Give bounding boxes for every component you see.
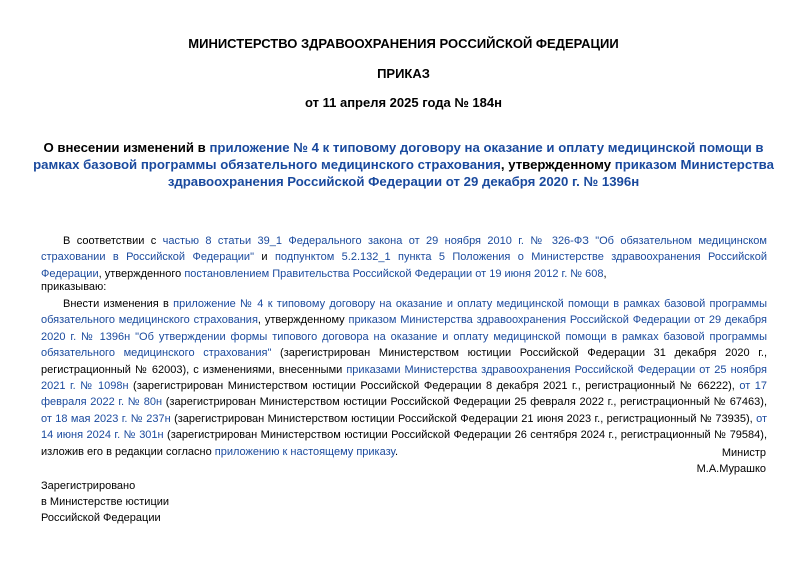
- preamble-link-subclause[interactable]: подпунктом 5.2.132_1 пункта 5 Положения о Министерстве здравоохранения Российской Федерации: [41, 251, 767, 280]
- signature-name: М.А.Мурашко: [696, 463, 766, 475]
- registration-line-2: в Министерстве юстиции: [41, 496, 170, 508]
- ministry-heading: МИНИСТЕРСТВО ЗДРАВООХРАНЕНИЯ РОССИЙСКОЙ ФЕДЕРАЦИИ: [188, 36, 619, 51]
- body-link-order-1396n[interactable]: приказом Министерства здравоохранения Российской Федерации от 29 декабря 2020 г. № 1396н "Об утверждении формы типового договора на оказание и оплату медицинской помощи в рамках базовой программы обязательного медицинского страхования": [41, 314, 767, 360]
- preamble-paragraph: [41, 233, 767, 282]
- body-text-3: (зарегистрирован Министерством юстиции Российской Федерации 31 декабря 2020 г., регистрационный № 62003), с изменениями, внесенными: [41, 347, 767, 376]
- order-word: приказываю:: [41, 281, 107, 293]
- body-link-annex[interactable]: приложению к настоящему приказу: [214, 445, 395, 458]
- body-text-7: (зарегистрирован Министерством юстиции Российской Федерации 26 сентября 2024 г., регистрационный № 79584), изложив его в редакции согласно: [41, 429, 767, 458]
- body-link-order-80n[interactable]: от 17 февраля 2022 г. № 80н: [41, 380, 767, 409]
- body-text-1: Внести изменения в: [63, 298, 174, 310]
- body-link-order-1098n[interactable]: приказами Министерства здравоохранения Российской Федерации от 25 ноября 2021 г. № 1098н: [41, 363, 767, 393]
- preamble-link-law[interactable]: частью 8 статьи 39_1 Федерального закона от 29 ноября 2010 г. № 326-ФЗ "Об обязательном медицинском страховании в Российской Федерации": [41, 235, 767, 264]
- body-text-6: (зарегистрирован Министерством юстиции Российской Федерации 21 июня 2023 г., регистрационный № 73935),: [170, 412, 757, 425]
- body-link-order-237n[interactable]: от 18 мая 2023 г. № 237н: [41, 412, 171, 425]
- body-text-8: .: [394, 445, 398, 458]
- registration-line-3: Российской Федерации: [41, 512, 161, 524]
- preamble-link-resolution[interactable]: постановлением Правительства Российской Федерации от 19 июня 2012 г. № 608: [184, 267, 604, 280]
- preamble-text-3: , утвержденного: [98, 267, 185, 280]
- registration-line-1: Зарегистрировано: [41, 480, 136, 492]
- body-paragraph: [41, 296, 767, 460]
- signature-position: Министр: [721, 447, 766, 459]
- body-text-4: (зарегистрирован Министерством юстиции Российской Федерации 8 декабря 2021 г., регистрационный № 66222),: [128, 380, 740, 393]
- title-link-appendix[interactable]: приложение № 4 к типовому договору на оказание и оплату медицинской помощи в рамках базовой программы обязательного медицинского страхования: [33, 140, 764, 172]
- doc-date-number: от 11 апреля 2025 года № 184н: [305, 95, 502, 110]
- document-title: [30, 139, 777, 190]
- body-link-appendix[interactable]: приложение № 4 к типовому договору на оказание и оплату медицинской помощи в рамках базовой программы обязательного медицинского страхования: [41, 298, 767, 327]
- title-text-2: , утвержденному: [500, 157, 615, 172]
- body-link-order-301n[interactable]: от 14 июня 2024 г. № 301н: [41, 412, 767, 442]
- preamble-text-4: ,: [603, 267, 607, 280]
- body-text-2: , утвержденному: [257, 314, 349, 327]
- doc-type: ПРИКАЗ: [377, 66, 430, 81]
- preamble-text-2: и: [253, 251, 275, 264]
- title-link-order[interactable]: приказом Министерства здравоохранения Российской Федерации от 29 декабря 2020 г. № 1396н: [167, 157, 774, 189]
- title-text-1: О внесении изменений в: [43, 140, 210, 155]
- body-text-5: (зарегистрирован Министерством юстиции Российской Федерации 25 февраля 2022 г., регистрационный № 67463),: [162, 396, 768, 409]
- preamble-text-1: В соответствии с: [63, 235, 163, 247]
